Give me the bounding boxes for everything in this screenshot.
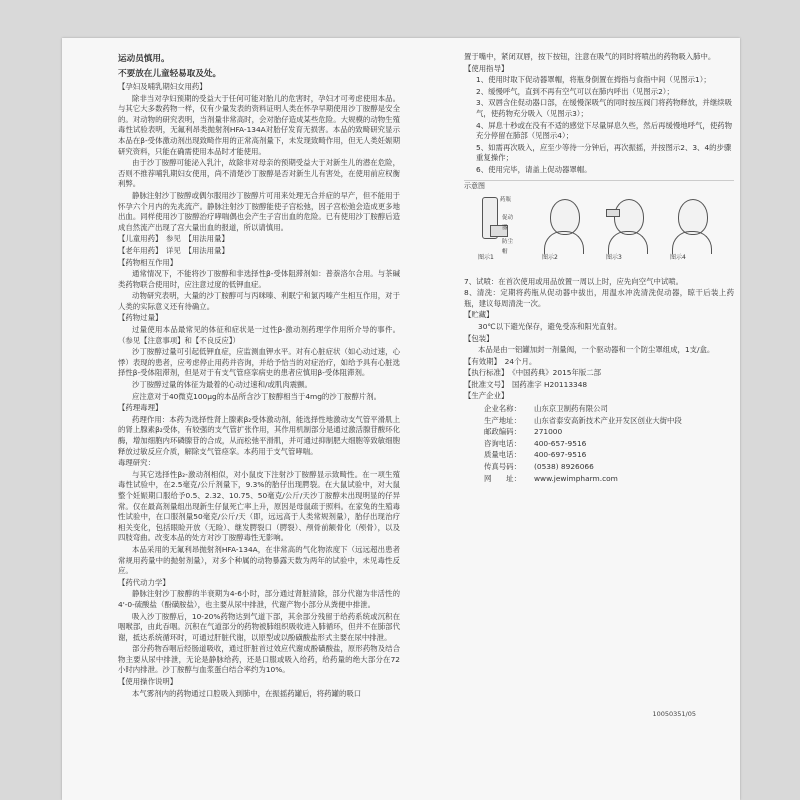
figure-caption: 图示3 [606, 253, 622, 261]
paragraph: 吸入沙丁胺醇后，10-20%药物达到气道下部，其余部分残留于给药系统或沉积在咽喉部，由此吞咽。沉积在气道部分的药物被肺组织吸收进入肺循环，但并不在肺部代谢，抵达系统循环时，可通过肝脏代谢，以原型或以酚磺酸盐形式主要在尿中排泄。 [118, 611, 400, 642]
step-item: 1、使用时取下促动器罩帽，将瓶身倒置在拇指与食指中间（见图示1）； [476, 75, 711, 85]
company-row: 邮政编码： 271000 [484, 427, 563, 437]
figure-caption: 图示4 [670, 253, 686, 261]
person-head-icon [678, 199, 708, 235]
paragraph: 30℃以下避光保存，避免受冻和阳光直射。 [478, 321, 622, 331]
paragraph: 应注意对于40微克100μg的本品所含沙丁胺醇相当于4mg的沙丁胺醇片剂。 [132, 391, 382, 401]
standard: 【执行标准】 《中国药典》2015年版二部 [464, 368, 602, 378]
label-actuator: 促动器 [502, 214, 514, 232]
section-storage: 【贮藏】 [464, 310, 494, 320]
figure-4 [670, 191, 710, 261]
person-shoulder-icon [672, 231, 712, 254]
step-item: 3、双唇含住促动器口部，在缓慢深吸气的同时按压阀门将药物释放，并继续吸气，使药物充分吸入（见图示3）； [476, 98, 732, 118]
section-pharmacology: 【药理毒理】 [118, 403, 163, 413]
label-canister: 药瓶 [500, 196, 512, 203]
paragraph: 通常情况下，不能将沙丁胺醇和非选择性β-受体阻滞剂如：普萘洛尔合用。与茶碱类药物联合使用时，应注意过度的低钾血症。 [118, 269, 400, 289]
paragraph: 过量使用本品最常见的体征和症状是一过性β-激动剂药理学作用所介导的事件。（参见【注意事项】和【不良反应】） [118, 325, 400, 345]
left-column [118, 52, 400, 700]
section-company: 【生产企业】 [464, 391, 509, 401]
section-children: 【儿童用药】 参见 【用法用量】 [118, 234, 229, 244]
section-usage: 【使用操作说明】 [118, 677, 178, 687]
company-row: 生产地址： 山东省泰安高新技术产业开发区创业大街中段 [484, 415, 682, 425]
paragraph: 药理作用：本药为选择性肾上腺素β₂受体激动剂，能选择性地激动支气管平滑肌上的肾上腺素β₂受体，有较强的支气管扩张作用，其作用机制部分是通过激活腺苷酸环化酶，增加细胞内环磷腺苷的合成，从而松弛平滑肌，并可通过抑制肥大细胞等致敏细胞释放过敏反应介质，解除支气管痉挛。本药用于支气管哮喘。 [118, 414, 400, 456]
toxicology-title: 毒理研究： [118, 458, 155, 468]
figure-caption: 图示2 [542, 253, 558, 261]
person-head-icon [614, 199, 644, 235]
section-package: 【包装】 [464, 333, 494, 343]
company-row: 质量电话： 400-697-9516 [484, 450, 587, 460]
warning-children: 不要放在儿童轻易取及处。 [118, 69, 222, 79]
figure-title: 示意图 [464, 181, 485, 190]
validity: 【有效期】 24个月。 [464, 356, 537, 366]
usage-illustration [464, 180, 734, 271]
step-item: 6、使用完毕，请盖上促动器罩帽。 [476, 164, 592, 174]
figure-caption: 图示1 [478, 253, 494, 261]
section-overdose: 【药物过量】 [118, 313, 163, 323]
right-column [464, 52, 734, 485]
paragraph: 本品是由一铝罐加封一剂量阀，一个驱动器和一个防尘罩组成，1支/盒。 [478, 345, 715, 355]
paragraph: 部分药物吞咽后经肠道吸收，通过肝脏首过效应代谢成酚磺酸盐，原形药物及结合物主要从尿中排泄，无论是静脉给药，还是口服或吸入给药，给药量的绝大部分在72小时内排泄。沙丁胺醇与血浆蛋白结合率约为10%。 [118, 644, 400, 675]
warning-athletes: 运动员慎用。 [118, 54, 170, 64]
paragraph: 静脉注射沙丁胺醇或偶尔服用沙丁胺醇片可用来处理无合并症的早产，但不能用于怀孕六个月内的先兆流产。静脉注射沙丁胺醇能使子宫松弛，因子宫松弛会造成更多地出血。同样使用沙丁胺醇治疗哮喘偶也会产生子宫出血的危险。已有使用沙丁胺醇后造成自然流产出现了宫大量出血的报道，所以请慎用。 [118, 190, 400, 232]
paragraph: 由于沙丁胺醇可能泌入乳汁，故除非对母亲的预期受益大于对新生儿的潜在危险，否则不推荐哺乳期妇女使用，尚不清楚沙丁胺醇是否对新生儿有害处，在使用前应权衡利弊。 [118, 158, 400, 189]
person-shoulder-icon [544, 231, 584, 254]
paragraph: 本品采用的无氟利昂抛射剂HFA-134A，在非常高的气化物浓度下（远远超出患者常规用药量中的抛射剂量），对多个种属的动物暴露天数为两年的试验中，未见毒性反应。 [118, 544, 400, 576]
inhaler-icon [606, 209, 620, 217]
step-item: 4、屏息十秒或在没有不适的感觉下尽量屏息久些，然后再缓慢地呼气，使药物充分停留在肺部（见图示4）； [476, 120, 732, 141]
company-row: 网 址： www.jewimpharm.com [484, 473, 618, 483]
step-list [464, 75, 734, 175]
section-pregnancy: 【孕妇及哺乳期妇女用药】 [118, 82, 207, 91]
note-test-spray: 7、试喷：在首次使用或用品放置一周以上时，应先向空气中试喷。 [464, 276, 684, 286]
step-item: 5、如需再次吸入，应至少等待一分钟后，再次振摇，并按图示2、3、4的步骤重复操作； [476, 142, 732, 163]
section-pharmacokinetics: 【药代动力学】 [118, 577, 170, 587]
person-head-icon [550, 199, 580, 235]
figure-2 [542, 191, 582, 261]
paragraph: 除非当对孕妇预期的受益大于任何可能对胎儿的危害时，孕妇才可考虑使用本品。与其它大多数药物一样，仅有少量发表的资料证明人类在怀孕早期使用沙丁胺醇是安全的。对动物的研究表明，当剂量非常高时，会对胎仔造成某些危险。大规模的动物生殖毒性试验表明，无氟利昂类抛射剂HFA-134A对胎仔发育无损害。本品的致畸研究显示本品在β-受体激动剂出现致畸作用的正常高剂量下，未发现致畸作用，但无人类妊娠期研究资料，只能在确需使用本品时才能使用。 [118, 93, 400, 156]
label-cap: 防尘帽 [502, 238, 514, 256]
paragraph: 沙丁胺醇过量可引起低钾血症，应监测血钾水平。对有心脏症状（如心动过速，心悸）表现的患者，应考虑停止用药并咨询，并给予恰当的对症治疗，如给予具有心脏选择性β-受体阻滞剂，但是对于有支气管痉挛病史的患者应慎用β-受体阻滞剂。 [118, 347, 400, 378]
company-row: 咨询电话： 400-657-9516 [484, 438, 587, 448]
person-shoulder-icon [608, 231, 648, 254]
paragraph: 与其它选择性β₂-激动剂相似，对小鼠皮下注射沙丁胺醇显示致畸性。在一项生殖毒性试验中，在2.5毫克/公斤剂量下，9.3%的胎仔出现腭裂。在大鼠试验中，对大鼠整个妊娠期口服给予0.5、2.32、10.75、50毫克/公斤/天沙丁胺醇未出现明显的仔异常。仅在最高剂量组出现新生仔鼠死亡率上升，原因是母鼠疏于照料。在家兔的生殖毒性试验中，在口服剂量50毫克/公斤/天（即，远远高于人类常规剂量），胎仔出现治疗相关变化，包括眼睑开放（无睑）、继发腭裂口（腭裂）、颅骨前额骨化（颅骨），以及四肢弯曲。改变本品的处方对沙丁胺醇毒性无影响。 [118, 469, 400, 543]
document-code: 10050351/05 [652, 710, 696, 718]
step-item: 2、缓慢呼气，直到不再有空气可以在肺内呼出（见图示2）； [476, 86, 674, 96]
figure-3 [606, 191, 646, 261]
paragraph: 静脉注射沙丁胺醇的半衰期为4-6小时，部分通过肾脏清除，部分代谢为非活性的4'-0-硫酸盐（酚磺胺盐），也主要从尿中排泄，代谢产物小部分从粪便中排泄。 [118, 589, 400, 609]
company-row: 企业名称： 山东京卫制药有限公司 [484, 404, 608, 414]
section-method: 【使用指导】 [464, 63, 509, 73]
section-interactions: 【药物相互作用】 [118, 257, 178, 267]
company-row: 传真号码： (0538) 8926066 [484, 462, 594, 472]
leaflet-sheet [62, 38, 740, 800]
paragraph: 沙丁胺醇过量的体征为最着的心动过速和/或肌肉震颤。 [132, 380, 312, 390]
section-elderly: 【老年用药】 详见 【用法用量】 [118, 245, 229, 255]
approval-number: 【批准文号】 国药准字 H20113348 [464, 379, 588, 389]
figure-1 [478, 191, 518, 261]
paragraph: 动物研究表明，大量的沙丁胺醇可与丙咪嗪、利眠宁和氯丙嗪产生相互作用，对于人类的实际意义还有待确立。 [118, 291, 400, 311]
paragraph: 本气雾剂内的药物通过口腔吸入到肺中，在振摇药罐后，将药罐的吸口 [132, 688, 362, 698]
paragraph: 置于嘴中，紧闭双唇，按下按钮，注意在吸气的同时将喷出的药物吸入肺中。 [464, 52, 716, 61]
company-info [484, 404, 734, 484]
note-cleaning: 8、清洗：定期将药瓶从促动器中拔出，用温水冲洗清洗促动器，晾干后装上药瓶，建议每周清洗一次。 [464, 288, 734, 308]
